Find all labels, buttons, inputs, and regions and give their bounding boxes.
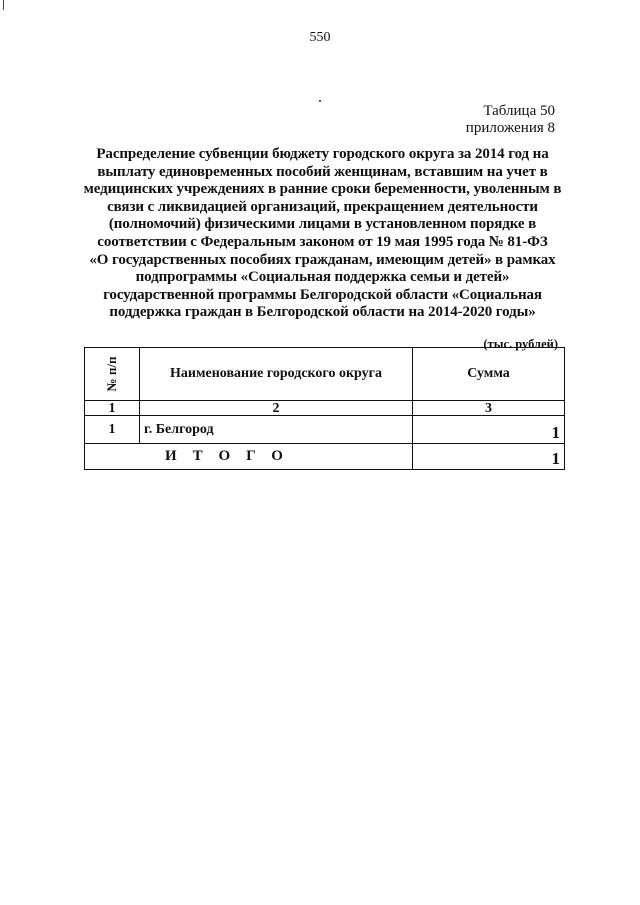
total-row: [85, 444, 565, 470]
column-number: 3: [413, 401, 565, 416]
scan-dot: [319, 100, 321, 102]
table-row: [85, 416, 565, 444]
table-reference-line-1: Таблица 50: [483, 103, 555, 119]
page-number: 550: [309, 30, 331, 45]
title-line: (полномочий) физическими лицами в установленном порядке в: [108, 216, 537, 233]
table-reference: [466, 103, 555, 137]
row-district-name: г. Белгород: [140, 416, 413, 444]
title-line: медицинских учреждениях в ранние сроки беременности, уволенным в: [83, 181, 562, 198]
column-number: 2: [140, 401, 413, 416]
title-line: государственной программы Белгородской области «Социальная: [103, 286, 542, 303]
header-number-cell: [85, 348, 140, 401]
header-name: Наименование городского округа: [140, 348, 413, 401]
total-label: ИТОГО: [85, 444, 413, 470]
row-sum: 1: [413, 416, 565, 444]
title-line: подпрограммы «Социальная поддержка семьи и детей»: [135, 269, 510, 286]
title-line: поддержка граждан в Белгородской области на 2014-2020 годы»: [109, 304, 536, 321]
subvention-table: [84, 347, 565, 470]
column-number-row: [85, 401, 565, 416]
scan-edge-mark: [3, 0, 4, 10]
title-line: «О государственных пособиях гражданам, имеющим детей» в рамках: [89, 251, 556, 268]
document-title: [60, 146, 585, 322]
title-line: соответствии с Федеральным законом от 19 мая 1995 года № 81-ФЗ: [97, 233, 548, 250]
title-line: Распределение субвенции бюджету городского округа за 2014 год на: [96, 146, 549, 162]
header-sum: Сумма: [413, 348, 565, 401]
header-number: № п/п: [104, 356, 119, 392]
row-number: 1: [85, 416, 140, 444]
table-reference-line-2: приложения 8: [465, 120, 555, 136]
title-line: связи с ликвидацией организаций, прекращением деятельности: [107, 198, 538, 215]
title-line: выплату единовременных пособий женщинам, вставшим на учет в: [97, 163, 548, 180]
units-label: (тыс. рублей): [483, 337, 558, 351]
column-number: 1: [85, 401, 140, 416]
total-sum: 1: [413, 444, 565, 470]
table-header-row: [85, 348, 565, 401]
